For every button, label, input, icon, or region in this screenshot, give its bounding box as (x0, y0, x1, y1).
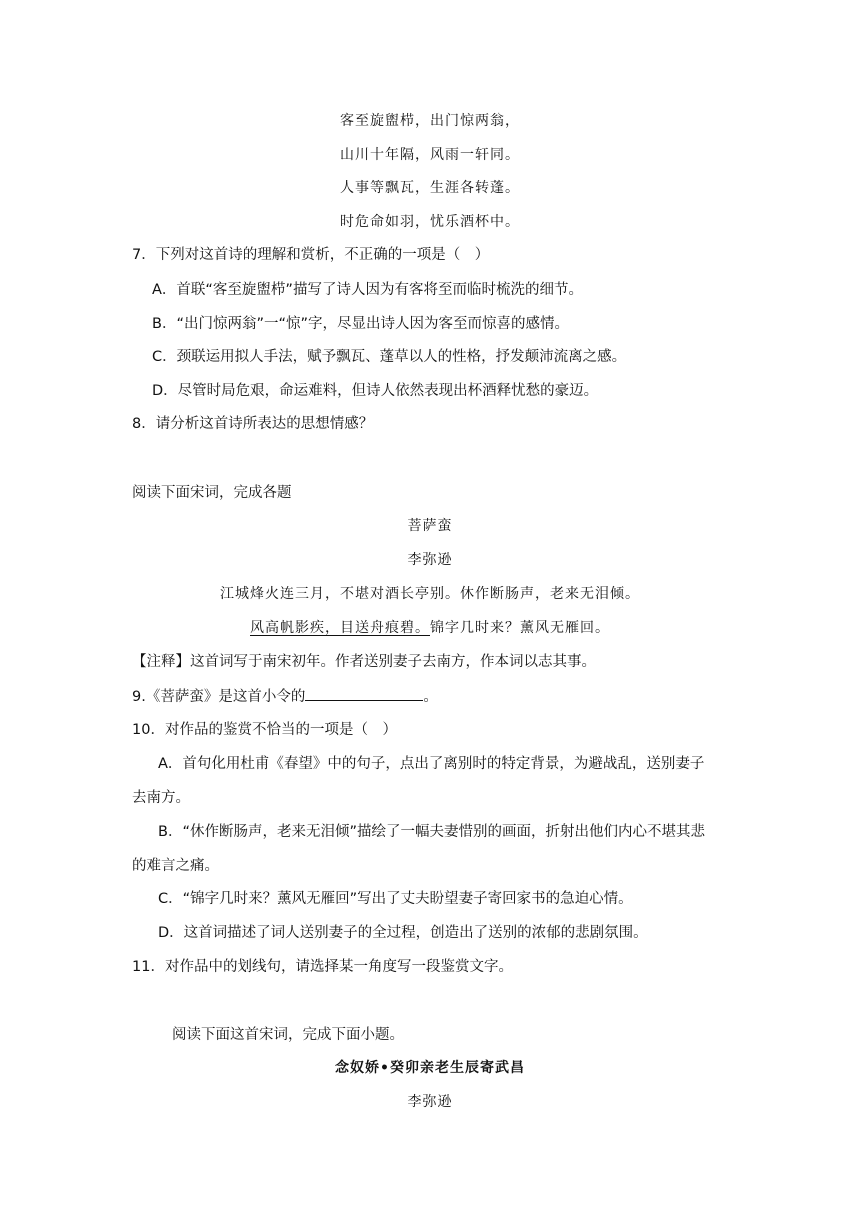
question-9-prefix: 9.《菩萨蛮》是这首小令的 (132, 689, 306, 705)
section-2-poem-line-1: 江城烽火连三月，不堪对酒长亭别。休作断肠声，老来无泪倾。 (220, 586, 640, 602)
question-9-suffix: 。 (423, 689, 438, 705)
section-2-poem-line-2 (0, 618, 860, 638)
question-7-option-a: A．首联“客至旋盥栉”描写了诗人因为有客将至而临时梳洗的细节。 (152, 282, 583, 298)
section-3-author: 李弥逊 (407, 1094, 453, 1110)
poem-line-4: 时危命如羽，忧乐酒杯中。 (340, 214, 520, 230)
question-10-option-b-line-1: B．“休作断肠声，老来无泪倾”描绘了一幅夫妻惜别的画面，折射出他们内心不堪其悲 (158, 824, 705, 840)
answer-blank[interactable] (305, 686, 423, 701)
section-2-note: 【注释】这首词写于南宋初年。作者送别妻子去南方，作本词以志其事。 (132, 654, 596, 670)
question-7-option-d: D．尽管时局危艰，命运难料，但诗人依然表现出杯酒释忧愁的豪迈。 (152, 383, 599, 399)
poem-line-2: 山川十年隔，风雨一轩同。 (340, 147, 520, 163)
question-10-stem: 10．对作品的鉴赏不恰当的一项是（ ） (132, 722, 397, 738)
poem-line-1: 客至旋盥栉，出门惊两翁， (340, 113, 520, 129)
question-10-option-d: D．这首词描述了词人送别妻子的全过程，创造出了送别的浓郁的悲剧氛围。 (158, 925, 648, 941)
question-11-stem: 11．对作品中的划线句，请选择某一角度写一段鉴赏文字。 (132, 959, 513, 975)
question-9 (132, 686, 438, 707)
question-10-option-c: C．“锦字几时来？薰风无雁回”写出了丈夫盼望妻子寄回家书的急迫心情。 (158, 891, 633, 907)
section-2-title: 菩萨蛮 (407, 518, 453, 534)
section-2-intro: 阅读下面宋词，完成各题 (132, 485, 292, 501)
section-2-author: 李弥逊 (407, 552, 453, 568)
underlined-sentence: 风高帆影疾，目送舟痕碧。 (250, 620, 430, 636)
question-7-stem: 7．下列对这首诗的理解和赏析，不正确的一项是（ ） (132, 247, 490, 263)
poem-line-2-rest: 锦字几时来？薰风无雁回。 (430, 620, 610, 636)
question-10-option-a-line-2: 去南方。 (132, 790, 190, 806)
question-7-option-c: C．颈联运用拟人手法，赋予飘瓦、蓬草以人的性格，抒发颠沛流离之感。 (152, 349, 627, 365)
question-7-option-b: B．“出门惊两翁”一“惊”字，尽显出诗人因为客至而惊喜的感情。 (152, 316, 569, 332)
section-3-title: 念奴娇•癸卯亲老生辰寄武昌 (335, 1060, 525, 1076)
poem-line-3: 人事等飘瓦，生涯各转蓬。 (340, 180, 520, 196)
question-10-option-b-line-2: 的难言之痛。 (132, 858, 219, 874)
section-3-intro: 阅读下面这首宋词，完成下面小题。 (172, 1027, 404, 1043)
question-10-option-a-line-1: A．首句化用杜甫《春望》中的句子，点出了离别时的特定背景，为避战乱，送别妻子 (158, 756, 705, 772)
question-8-stem: 8．请分析这首诗所表达的思想情感？ (132, 416, 374, 432)
